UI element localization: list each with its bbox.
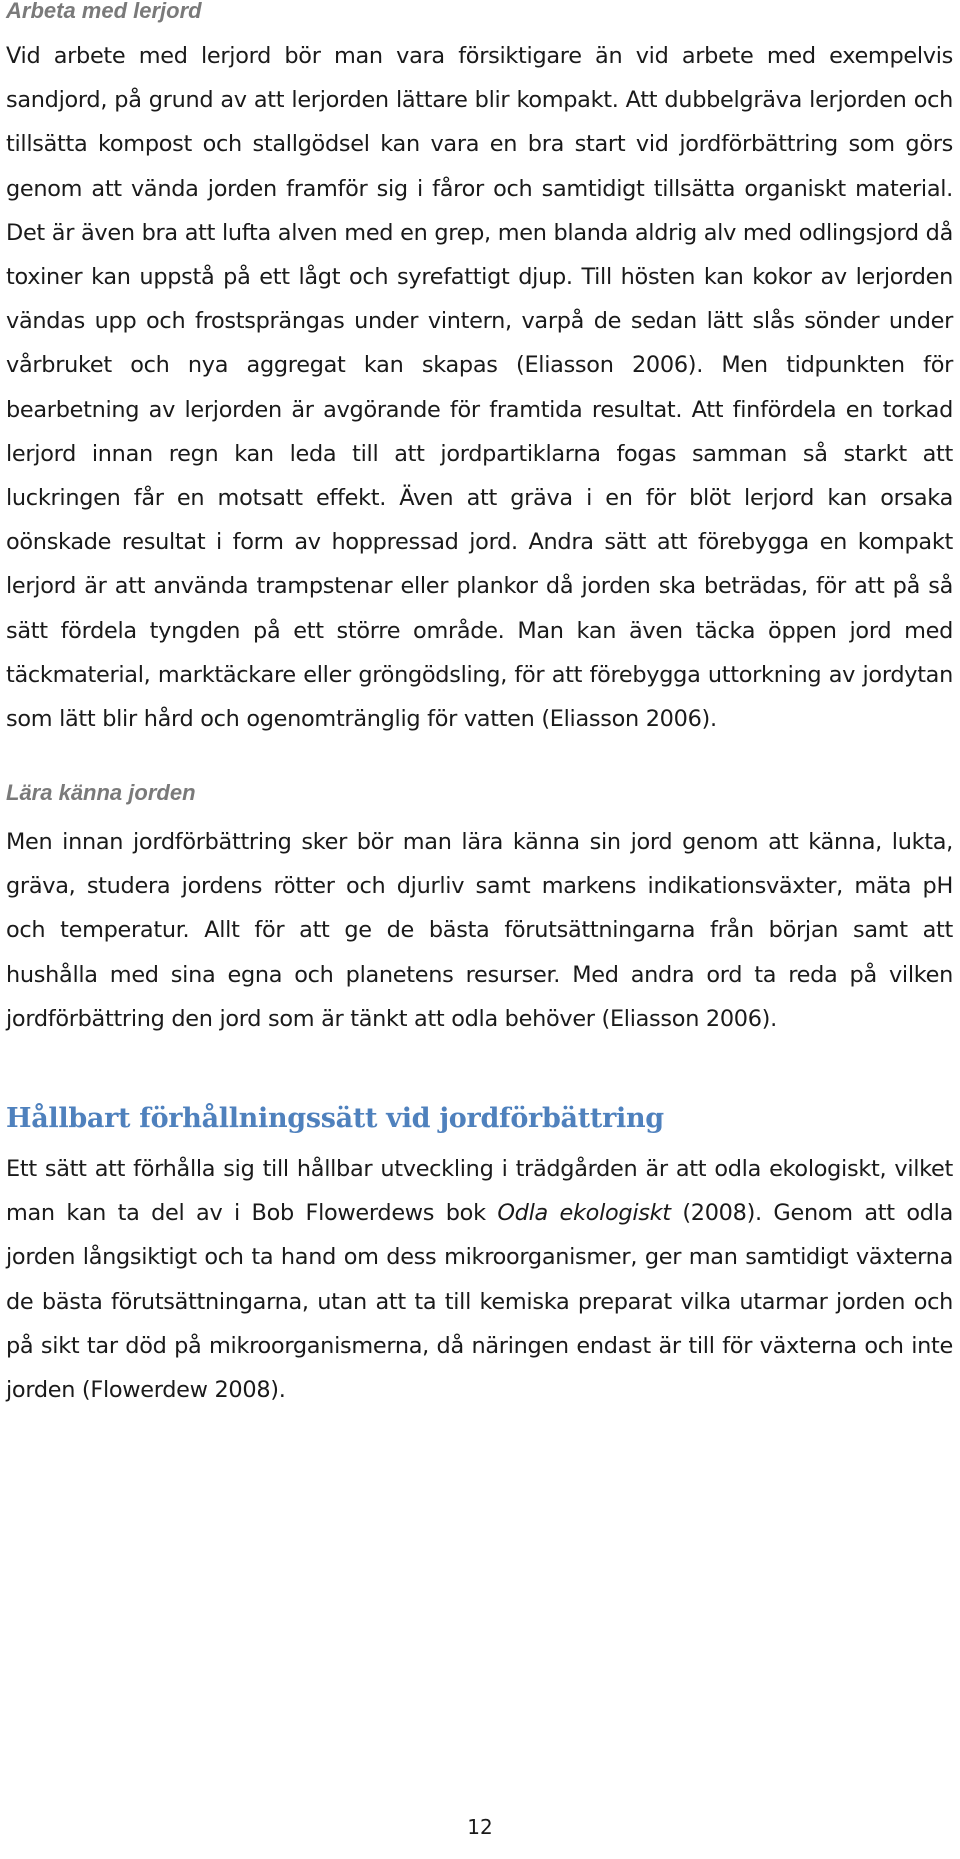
book-title: Odla ekologiskt xyxy=(497,1200,671,1227)
paragraph-hallbart-part1: Ett sätt att förhålla sig till hållbar utveckling i trädgården är att odla ekologiskt, vilket man kan ta del av i Bob Flowerdews bok xyxy=(6,1156,953,1227)
page-number: 12 xyxy=(467,1815,493,1839)
section-heading-lara-kanna-jorden: Lära känna jorden xyxy=(6,780,196,805)
paragraph-hallbart xyxy=(6,1147,953,1412)
main-heading-hallbart: Hållbart förhållningssätt vid jordförbättring xyxy=(6,1103,664,1134)
paragraph-hallbart-part2: (2008). Genom att odla jorden långsiktigt och ta hand om dess mikroorganismer, ger man samtidigt växterna de bästa förutsättningarna, utan att ta till kemiska preparat vilka utarmar jorden och på sikt tar död på mikroorganismerna, då näringen endast är till för växterna och inte jorden (Flowerdew 2008). xyxy=(6,1200,953,1404)
paragraph-lara-kanna-jorden: Men innan jordförbättring sker bör man lära känna sin jord genom att känna, lukta, gräva, studera jordens rötter och djurliv samt markens indikationsväxter, mäta pH och temperatur. Allt för att ge de bästa förutsättningarna från början samt att hushålla med sina egna och planetens resurser. Med andra ord ta reda på vilken jordförbättring den jord som är tänkt att odla behöver (Eliasson 2006). xyxy=(6,829,953,1032)
paragraph-arbeta-med-lerjord: Vid arbete med lerjord bör man vara försiktigare än vid arbete med exempelvis sandjord, på grund av att lerjorden lättare blir kompakt. Att dubbelgräva lerjorden och tillsätta kompost och stallgödsel kan vara en bra start vid jordförbättring som görs genom att vända jorden framför sig i fåror och samtidigt tillsätta organiskt material. Det är även bra att lufta alven med en grep, men blanda aldrig alv med odlingsjord då toxiner kan uppstå på ett lågt och syrefattigt djup. Till hösten kan kokor av lerjorden vändas upp och frostsprängas under vintern, varpå de sedan lätt slås sönder under vårbruket och nya aggregat kan skapas (Eliasson 2006). Men tidpunkten för bearbetning av lerjorden är avgörande för framtida resultat. Att finfördela en torkad lerjord innan regn kan leda till att jordpartiklarna fogas samman så starkt att luckringen får en motsatt effekt. Även att gräva i en för blöt lerjord kan orsaka oönskade resultat i form av hoppressad jord. Andra sätt att förebygga en kompakt lerjord är att använda trampstenar eller plankor då jorden ska beträdas, för att på så sätt fördela tyngden på ett större område. Man kan även täcka öppen jord med täckmaterial, marktäckare eller gröngödsling, för att förebygga uttorkning av jordytan som lätt blir hård och ogenomtränglig för vatten (Eliasson 2006). xyxy=(6,43,953,733)
section-heading-arbeta-med-lerjord: Arbeta med lerjord xyxy=(6,0,202,23)
